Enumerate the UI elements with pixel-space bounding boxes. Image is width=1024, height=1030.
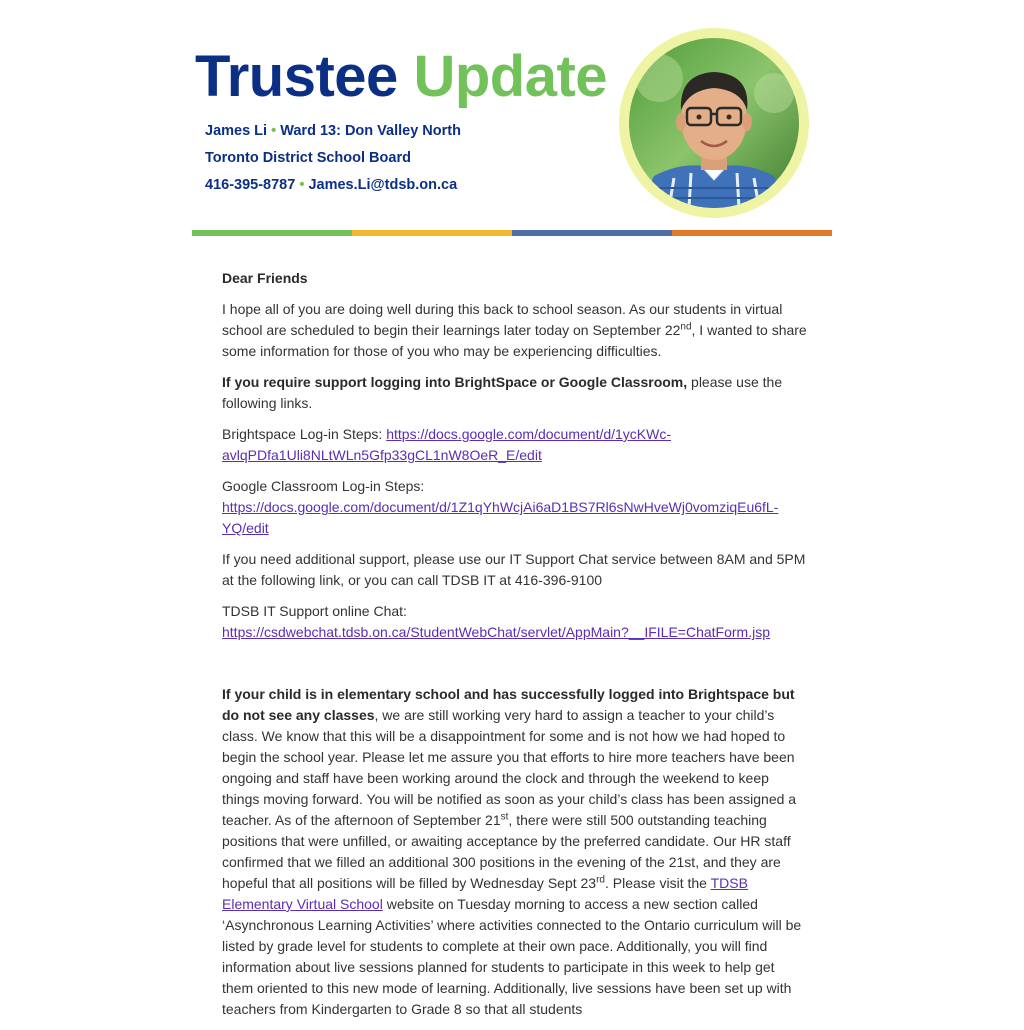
- portrait-frame: [619, 28, 809, 218]
- divider-yellow: [352, 230, 512, 236]
- letter-body: [222, 268, 807, 1030]
- phone-number[interactable]: 416-395-8787: [205, 177, 296, 193]
- contact-info: [205, 121, 461, 202]
- contact-line-board: [205, 148, 461, 175]
- greeting: Dear Friends: [222, 270, 308, 286]
- elementary-virtual-school-link[interactable]: TDSB Elementary Virtual School: [222, 875, 748, 912]
- contact-line-phone-email: [205, 175, 461, 202]
- divider-orange: [672, 230, 832, 236]
- elementary-classes-paragraph: If your child is in elementary school and has successfully logged into Brightspace but do not see any classes, we are still working very hard to assign a teacher to your child’s class. We know that this will be a disappointment for some and is not how we had hoped to begin the school year. Please let me assure you that efforts to hire more teachers have been ongoing and staff have been working around the clock and through the weekend to keep things moving forward. You will be notified as soon as your child’s class has been assigned a teacher. As of the afternoon of September 21st, there were still 500 outstanding teaching positions that were unfilled, or awaiting acceptance by the preferred candidate. Our HR staff confirmed that we filled an additional 300 positions in the evening of the 21st, and they are hopeful that all positions will be filled by Wednesday Sept 23rd. Please visit the TDSB Elementary Virtual School website on Tuesday morning to access a new section called ‘Asynchronous Learning Activities’ where activities connected to the Ontario curriculum will be listed by grade level for students to complete at their own pace. Additionally, you will find information about live sessions planned for students to participate in this week to help get them oriented to this new mode of learning. Additionally, live sessions have been set up with teachers from Kindergarten to Grade 8 so that all students: [222, 686, 802, 1017]
- divider-blue: [512, 230, 672, 236]
- brightspace-steps: Brightspace Log-in Steps: https://docs.google.com/document/d/1ycKWc-avlqPDfa1Uli8NLtWLn5Gfp33gCL1nW8OeR_E/edit: [222, 426, 672, 463]
- email-address[interactable]: James.Li@tdsb.on.ca: [308, 177, 458, 193]
- google-classroom-steps-link[interactable]: https://docs.google.com/document/d/1Z1qYhWcjAi6aD1BS7Rl6sNwHveWj0vomziqEu6fL-YQ/edit: [222, 499, 779, 536]
- google-classroom-steps: Google Classroom Log-in Steps: https://docs.google.com/document/d/1Z1qYhWcjAi6aD1BS7Rl6sNwHveWj0vomziqEu6fL-YQ/edit: [222, 478, 779, 536]
- title-word-update: Update: [413, 44, 608, 109]
- contact-line-name: [205, 121, 461, 148]
- divider-green: [192, 230, 352, 236]
- it-chat-paragraph: TDSB IT Support online Chat: https://csdwebchat.tdsb.on.ca/StudentWebChat/servlet/AppMain?__IFILE=ChatForm.jsp: [222, 603, 770, 640]
- trustee-name: James Li: [205, 123, 268, 139]
- login-support-paragraph: If you require support logging into BrightSpace or Google Classroom, please use the following links.: [222, 374, 783, 411]
- separator-dot: •: [271, 123, 277, 139]
- separator-dot: •: [299, 177, 305, 193]
- board-name: Toronto District School Board: [205, 150, 411, 166]
- paragraph-spacer: [222, 653, 807, 684]
- color-divider: [192, 230, 832, 236]
- it-chat-link[interactable]: https://csdwebchat.tdsb.on.ca/StudentWebChat/servlet/AppMain?__IFILE=ChatForm.jsp: [222, 624, 770, 640]
- ward-name: Ward 13: Don Valley North: [280, 123, 461, 139]
- it-support-paragraph: If you need additional support, please use our IT Support Chat service between 8AM and 5PM at the following link, or you can call TDSB IT at 416-396-9100: [222, 551, 806, 588]
- title-word-trustee: Trustee: [195, 44, 398, 109]
- newsletter-title: [195, 44, 608, 109]
- trustee-portrait-photo: [629, 38, 799, 208]
- intro-paragraph: I hope all of you are doing well during this back to school season. As our students in virtual school are scheduled to begin their learnings later today on September 22nd, I wanted to share some information for those of you who may be experiencing difficulties.: [222, 301, 807, 359]
- brightspace-steps-link[interactable]: https://docs.google.com/document/d/1ycKWc-avlqPDfa1Uli8NLtWLn5Gfp33gCL1nW8OeR_E/edit: [222, 426, 672, 463]
- newsletter-header: [192, 0, 832, 240]
